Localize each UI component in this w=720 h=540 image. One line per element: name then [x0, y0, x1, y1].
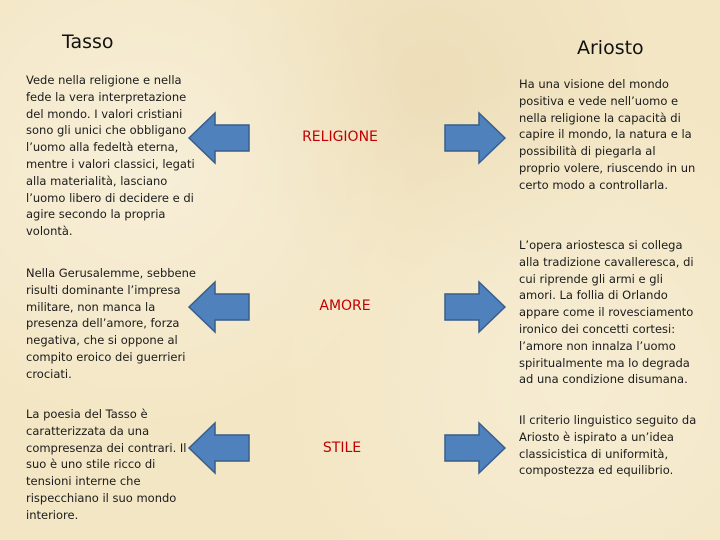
tasso-religione-text: Vede nella religione e nella fede la vera interpretazione del mondo. I valori cristiani sono gli unici che obbligano l’uomo alla fedeltà eterna, mentre i valori classici, legati alla materialità, lasciano l’uomo libero di decidere e di agire secondo la propria volontà. — [26, 73, 195, 239]
tasso-amore-text: Nella Gerusalemme, sebbene risulti dominante l’impresa militare, non manca la presenza dell’amore, forza negativa, che si oppone al compito eroico dei guerrieri crociati. — [26, 266, 196, 381]
topic-amore: AMORE — [319, 298, 371, 314]
arrow-right-icon — [443, 111, 507, 165]
arrow-left-icon — [187, 280, 251, 334]
ariosto-religione-text: Ha una visione del mondo positiva e vede nell’uomo e nella religione la capacità di capire il mondo, la natura e la possibilità di piegarla al proprio volere, riuscendo in un certo modo a controllarla. — [519, 77, 696, 192]
arrow-left-icon — [187, 111, 251, 165]
ariosto-stile-text: Il criterio linguistico seguito da Ariosto è ispirato a un’idea classicistica di uniformità, compostezza ed equilibrio. — [519, 413, 697, 478]
tasso-stile-text: La poesia del Tasso è caratterizzata da una compresenza dei contrari. Il suo è uno stile ricco di tensioni interne che rispecchiano il suo mondo interiore. — [26, 407, 187, 522]
arrow-right-icon — [443, 421, 507, 475]
ariosto-amore-text: L’opera ariostesca si collega alla tradizione cavalleresca, di cui riprende gli armi e gli amori. La follia di Orlando appare come il rovesciamento ironico dei concetti cortesi: l’amore non innalza l’uomo spiritualmente ma lo degrada ad una condizione disumana. — [519, 238, 694, 387]
arrow-left-icon — [187, 421, 251, 475]
arrow-right-icon — [443, 280, 507, 334]
topic-stile: STILE — [322, 440, 362, 456]
title-ariosto: Ariosto — [577, 37, 644, 59]
topic-religione: RELIGIONE — [302, 129, 378, 145]
title-tasso: Tasso — [62, 31, 114, 53]
